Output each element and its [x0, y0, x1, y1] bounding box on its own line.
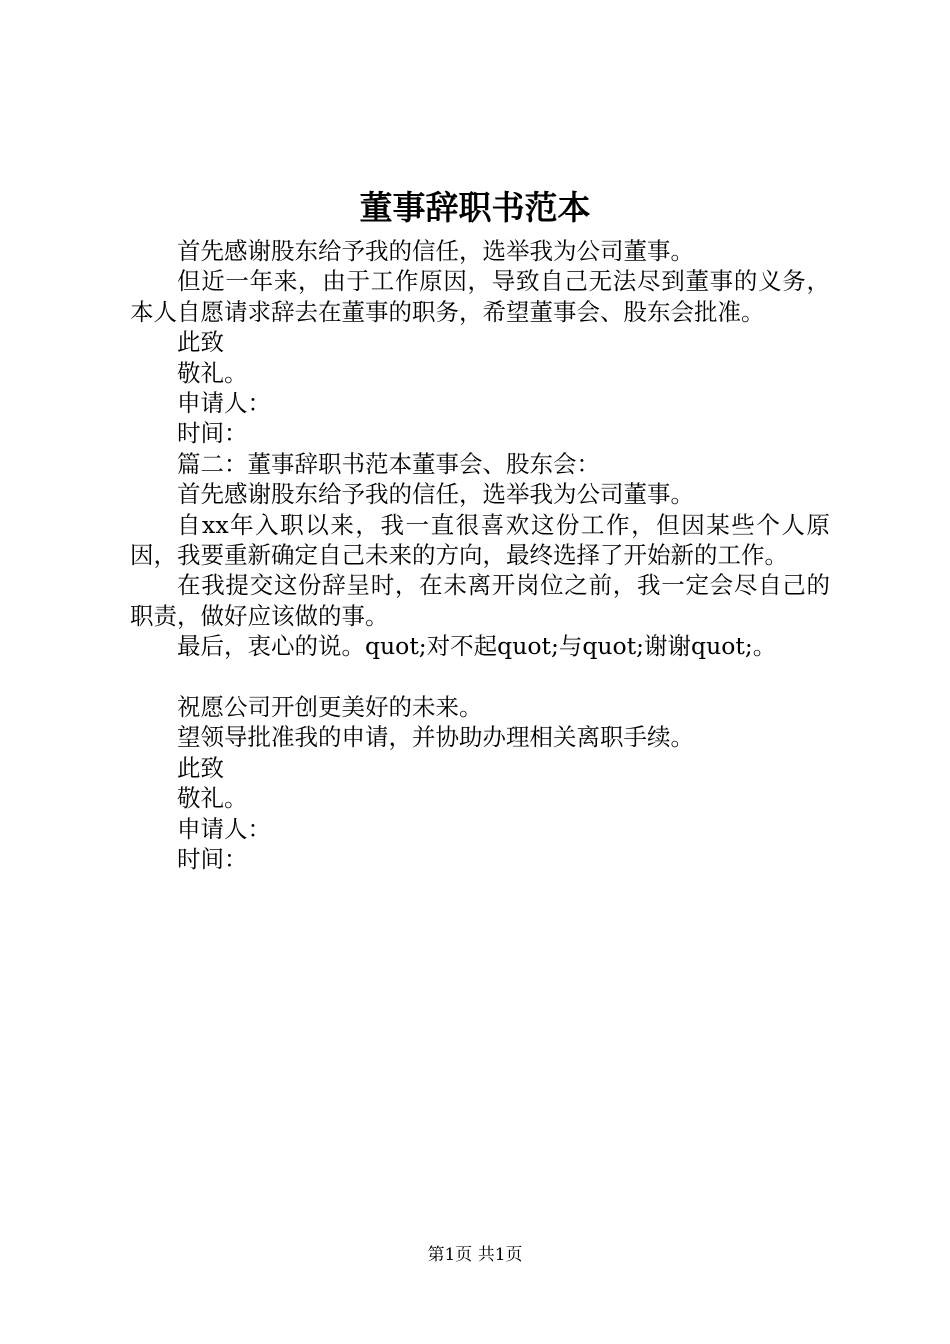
paragraph: 望领导批准我的申请，并协助办理相关离职手续。 [177, 723, 694, 752]
applicant-label: 申请人： [177, 814, 271, 843]
date-label: 时间： [177, 845, 248, 874]
date-label: 时间： [177, 419, 248, 448]
closing-regards: 敬礼。 [177, 784, 248, 813]
paragraph: 首先感谢股东给予我的信任，选举我为公司董事。 [177, 237, 694, 265]
document-body [130, 236, 830, 875]
closing-salutation: 此致 [177, 753, 224, 782]
paragraph: 最后，衷心的说。quot;对不起quot;与quot;谢谢quot;。 [177, 632, 777, 661]
closing-regards: 敬礼。 [177, 358, 248, 387]
document-title: 董事辞职书范本 [359, 188, 591, 227]
paragraph: 祝愿公司开创更美好的未来。 [177, 693, 483, 722]
paragraph: 首先感谢股东给予我的信任，选举我为公司董事。 [177, 480, 694, 509]
applicant-label: 申请人： [177, 389, 271, 418]
section-heading: 篇二：董事辞职书范本董事会、股东会： [177, 449, 600, 478]
closing-salutation: 此致 [177, 328, 224, 357]
paragraph: 在我提交这份辞呈时，在未离开岗位之前，我一定会尽自己的职责，做好应该做的事。 [130, 571, 830, 630]
page-footer: 第1页 共1页 [427, 1245, 523, 1265]
blank-line [130, 662, 830, 692]
paragraph: 但近一年来，由于工作原因，导致自己无法尽到董事的义务，本人自愿请求辞去在董事的职务，希望董事会、股东会批准。 [130, 267, 830, 326]
paragraph: 自xx年入职以来，我一直很喜欢这份工作，但因某些个人原因，我要重新确定自己未来的方向，最终选择了开始新的工作。 [130, 510, 830, 570]
